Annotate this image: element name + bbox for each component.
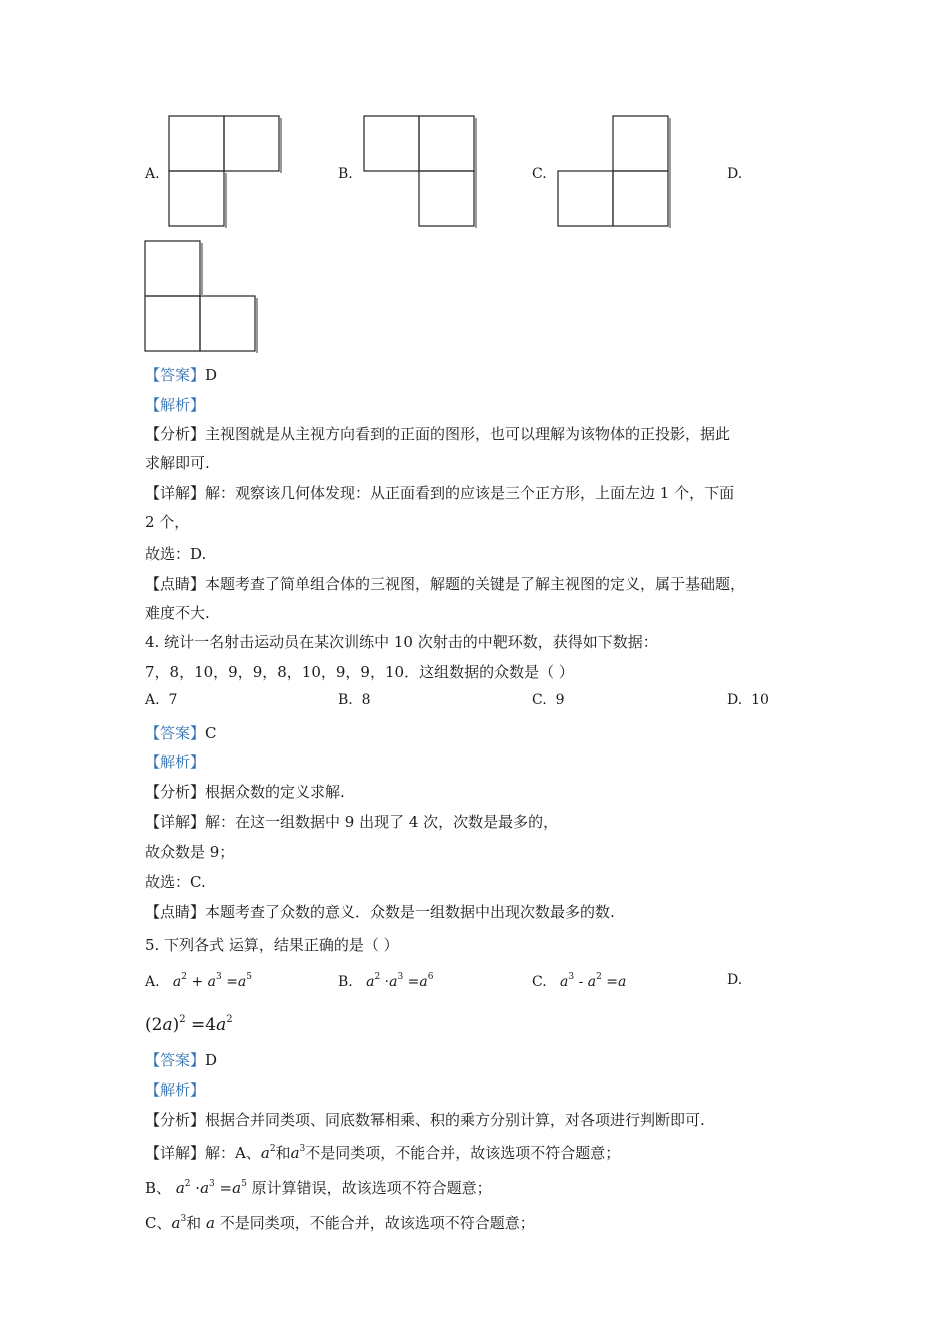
q3-option-b-label: B. xyxy=(338,166,353,182)
q3-option-d-label: D. xyxy=(727,166,743,182)
q3-choice: 故选：D. xyxy=(145,545,207,563)
q3-option-c-label: C. xyxy=(532,166,547,182)
q5-fenxi: 【分析】根据合并同类项、同底数幂相乘、积的乘方分别计算，对各项进行判断即可. xyxy=(145,1111,705,1129)
q5-analysis-tag: 【解析】 xyxy=(145,1081,206,1099)
q5-option-d-formula: $(2a)^2 =4a^2$ xyxy=(145,1014,233,1035)
q4-dianjing: 【点睛】本题考查了众数的意义．众数是一组数据中出现次数最多的数. xyxy=(145,903,615,921)
q4-option-c: C. 9 xyxy=(532,692,565,708)
q5-option-a: A. $a^2 + a^3 =a^5$ xyxy=(145,972,253,990)
q5-answer: 【答案】D xyxy=(145,1051,218,1069)
q4-option-d: D. 10 xyxy=(727,692,769,708)
q5-option-b-formula: $a^2 \cdot a^3 =a^6$ xyxy=(366,972,434,990)
q3-xiangjie-line2: 2 个， xyxy=(145,513,190,531)
q3-fenxi-line2: 求解即可. xyxy=(145,454,210,472)
q4-analysis-tag: 【解析】 xyxy=(145,753,206,771)
q4-choice: 故选：C. xyxy=(145,873,206,891)
q5-xiangjie-a: 【详解】解：A、$a^2$和$a^3$不是同类项，不能合并，故该选项不符合题意； xyxy=(145,1144,621,1162)
q5-option-d-label: D. xyxy=(727,972,743,988)
q5-option-b: B. $a^2 \cdot a^3 =a^6$ xyxy=(338,972,434,990)
q4-xiangjie: 【详解】解：在这一组数据中 9 出现了 4 次，次数是最多的， xyxy=(145,813,559,831)
q3-option-c-figure xyxy=(555,113,673,229)
q5-option-a-formula: $a^2 + a^3 =a^5$ xyxy=(172,972,253,990)
q3-option-d-figure xyxy=(142,238,260,354)
q3-fenxi: 【分析】主视图就是从主视方向看到的正面的图形，也可以理解为该物体的正投影，据此 xyxy=(145,425,731,443)
q4-option-b: B. 8 xyxy=(338,692,371,708)
q5-stem: 5. 下列各式 运算，结果正确的是（ ） xyxy=(145,936,399,954)
q3-option-b-figure xyxy=(361,113,479,229)
q5-option-c-formula: $a^3 - a^2 =a$ xyxy=(560,972,627,990)
q3-analysis-tag: 【解析】 xyxy=(145,396,206,414)
q3-dianjing: 【点睛】本题考查了简单组合体的三视图，解题的关键是了解主视图的定义，属于基础题， xyxy=(145,575,746,593)
q4-xiangjie-line2: 故众数是 9； xyxy=(145,843,235,861)
q3-option-a-figure xyxy=(166,113,284,229)
q4-answer: 【答案】C xyxy=(145,724,217,742)
q5-xiangjie-b: B、 $a^2 \cdot a^3 =a^5$ 原计算错误，故该选项不符合题意； xyxy=(145,1179,492,1197)
q3-xiangjie: 【详解】解：观察该几何体发现：从正面看到的应该是三个正方形，上面左边 1 个，下面 xyxy=(145,484,735,502)
q5-xiangjie-c: C、$a^3$和 a 不是同类项，不能合并，故该选项不符合题意； xyxy=(145,1214,535,1232)
q4-fenxi: 【分析】根据众数的定义求解. xyxy=(145,783,345,801)
q4-stem-line2: 7，8，10，9，9，8，10，9，9，10．这组数据的众数是（ ） xyxy=(145,663,574,681)
q3-option-a-label: A. xyxy=(145,166,160,182)
q4-stem-line1: 4. 统计一名射击运动员在某次训练中 10 次射击的中靶环数，获得如下数据： xyxy=(145,633,658,651)
q3-dianjing-line2: 难度不大. xyxy=(145,604,210,622)
q3-answer: 【答案】D xyxy=(145,366,218,384)
q5-option-c: C. $a^3 - a^2 =a$ xyxy=(532,972,627,990)
q4-option-a: A. 7 xyxy=(145,692,178,708)
